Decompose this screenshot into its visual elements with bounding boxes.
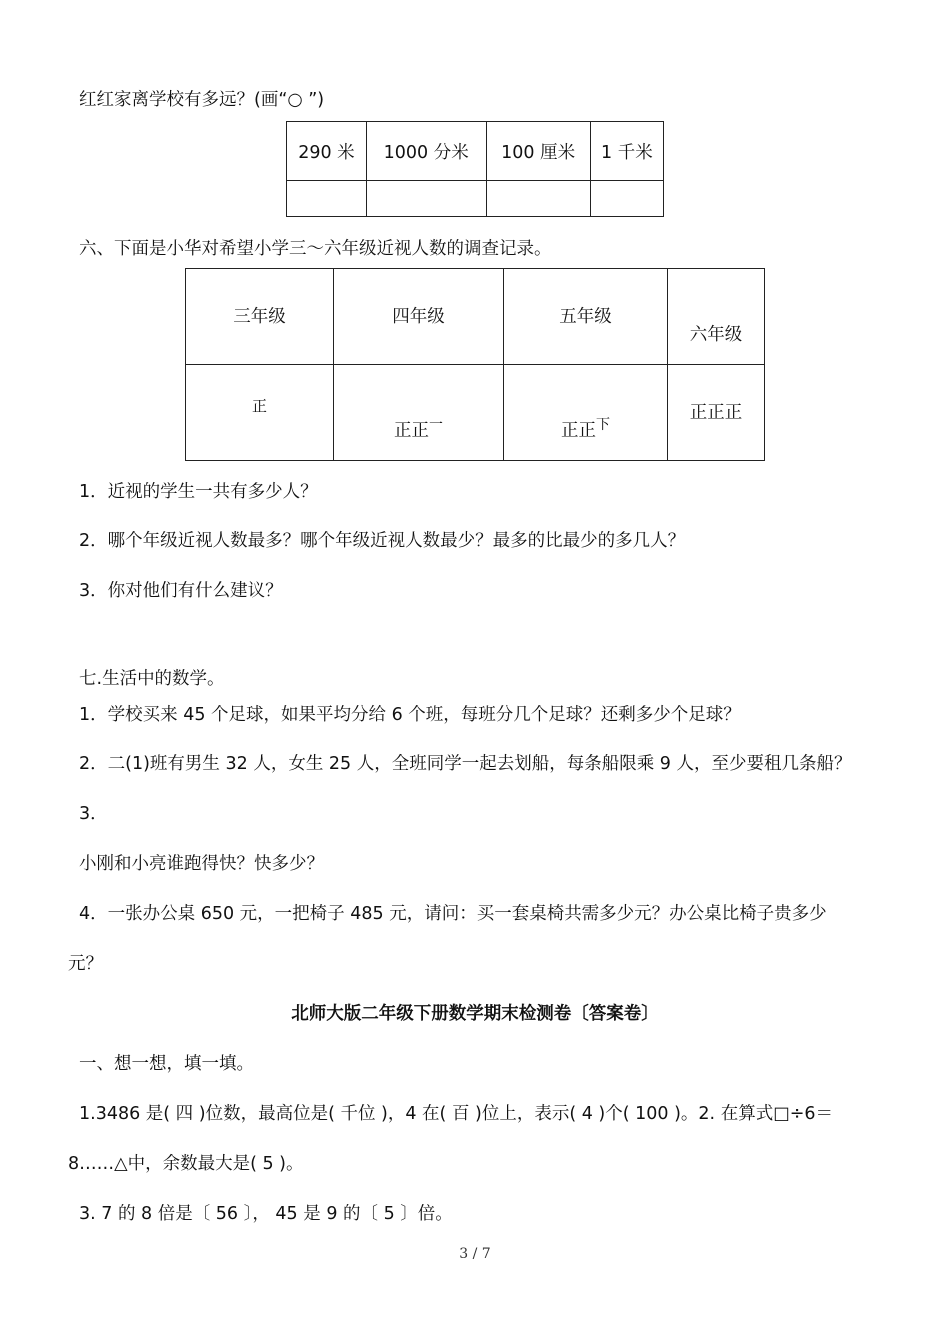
answer-cell[interactable] (366, 181, 486, 217)
q7-3-text: 小刚和小亮谁跑得快？快多少？ (79, 854, 324, 874)
answer-1-cont: 8……△中，余数最大是( 5 )。 (68, 1154, 304, 1174)
question-distance: 红红家离学校有多远？(画“○ ”) (79, 90, 325, 110)
q7-2: 2．二(1)班有男生 32 人，女生 25 人，全班同学一起去划船，每条船限乘 9 人，至少要租几条船？ (79, 754, 852, 774)
q7-4-cont: 元？ (68, 954, 103, 974)
answer-1: 1.3486 是( 四 )位数，最高位是( 千位 )，4 在( 百 )位上，表示( 4 )个( 100 )。2. 在算式□÷6＝ (79, 1104, 834, 1124)
tally-mark: 正 (251, 397, 267, 415)
page-number: 3 / 7 (459, 1246, 491, 1262)
grade-header: 三年级 (186, 269, 334, 365)
q7-4: 4．一张办公桌 650 元，一把椅子 485 元，请问：买一套桌椅共需多少元？办公桌比椅子贵多少 (79, 904, 827, 924)
grade-header: 五年级 (504, 269, 668, 365)
answer-cell[interactable] (287, 181, 367, 217)
survey-table (185, 268, 765, 461)
option-cell: 100 厘米 (486, 122, 590, 181)
q6-3: 3．你对他们有什么建议？ (79, 581, 283, 601)
answer-cell[interactable] (486, 181, 590, 217)
tally-cell: 正正$^一$ (334, 365, 504, 461)
distance-options-table (286, 121, 664, 217)
grade-header: 四年级 (334, 269, 504, 365)
q7-3: 3． (79, 804, 108, 824)
tally-mark: 下 (596, 417, 610, 433)
q6-1: 1．近视的学生一共有多少人？ (79, 482, 318, 502)
q7-1: 1．学校买来 45 个足球，如果平均分给 6 个班，每班分几个足球？还剩多少个足球？ (79, 705, 741, 725)
section6-title: 六、下面是小华对希望小学三～六年级近视人数的调查记录。 (79, 239, 552, 259)
option-cell: 1 千米 (590, 122, 663, 181)
answer-title: 北师大版二年级下册数学期末检测卷〔答案卷〕 (291, 1004, 659, 1024)
section7-title: 七.生活中的数学。 (79, 669, 225, 689)
option-cell: 290 米 (287, 122, 367, 181)
answer-3: 3. 7 的 8 倍是〔 56 〕， 45 是 9 的〔 5 〕倍。 (79, 1204, 453, 1224)
answer-section1: 一、想一想，填一填。 (79, 1054, 254, 1074)
q6-2: 2．哪个年级近视人数最多？哪个年级近视人数最少？最多的比最少的多几人？ (79, 531, 686, 551)
answer-cell[interactable] (590, 181, 663, 217)
tally-cell (186, 365, 334, 461)
tally-cell: 正正正 (668, 365, 765, 461)
tally-cell: 正正$^下$ (504, 365, 668, 461)
option-cell: 1000 分米 (366, 122, 486, 181)
grade-header: 六年级 (668, 269, 765, 365)
tally-mark: 一 (429, 417, 443, 433)
